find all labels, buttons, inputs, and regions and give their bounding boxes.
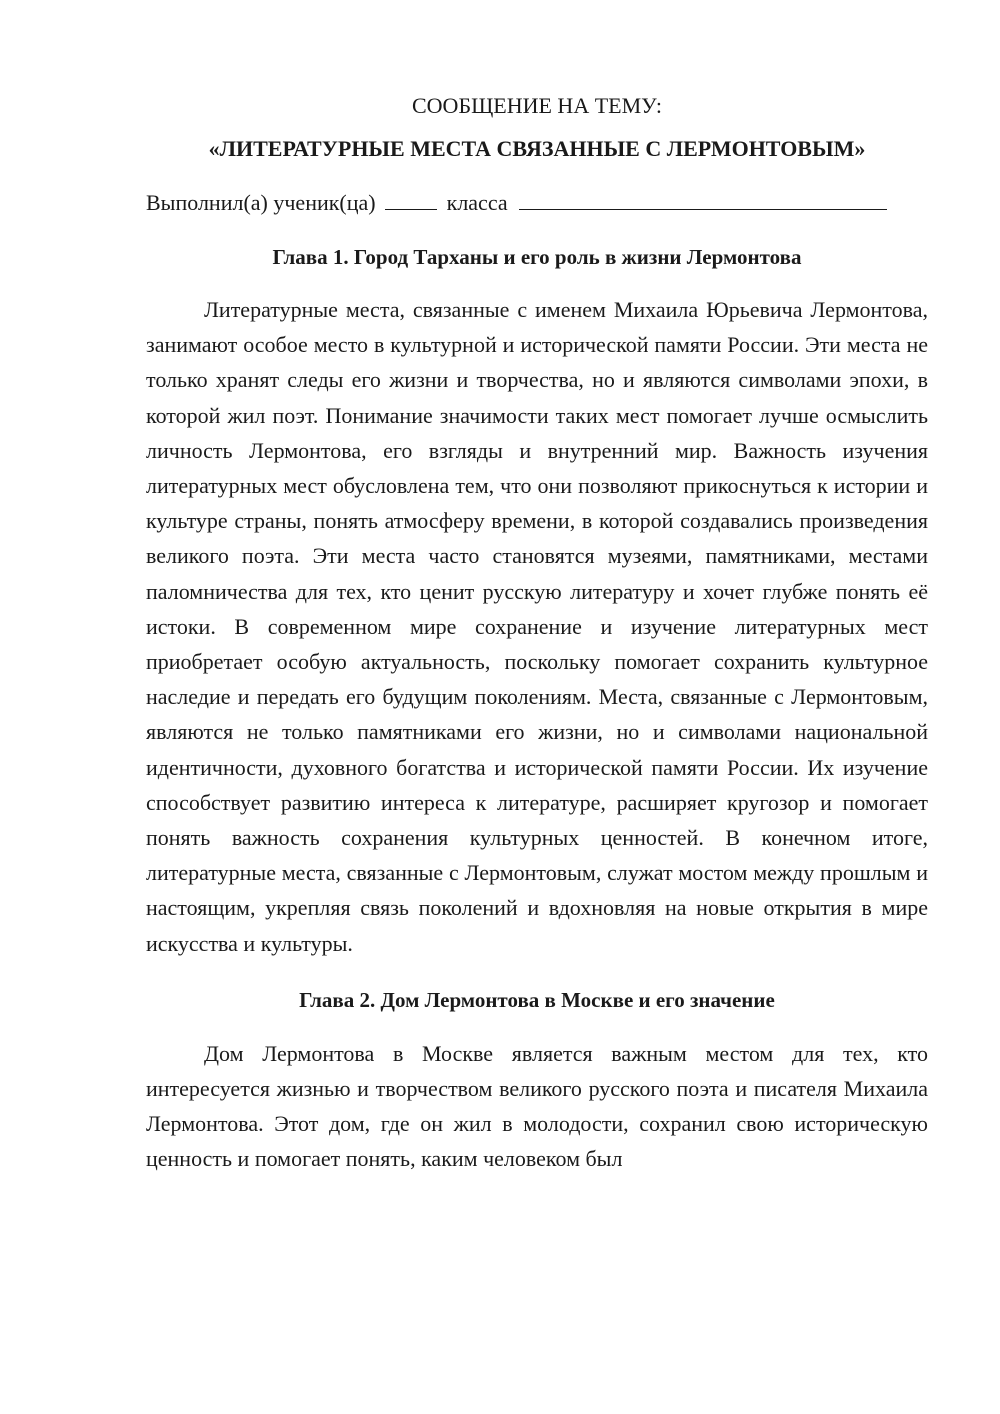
class-label: класса <box>446 190 508 215</box>
chapter-1-heading: Глава 1. Город Тарханы и его роль в жизни Лермонтова <box>272 245 802 269</box>
class-blank <box>519 187 887 210</box>
document-title-line-1: СООБЩЕНИЕ НА ТЕМУ: <box>412 93 662 118</box>
document-page <box>146 90 928 1177</box>
document-title-line-2: «ЛИТЕРАТУРНЫЕ МЕСТА СВЯЗАННЫЕ С ЛЕРМОНТОВЫМ» <box>208 136 866 161</box>
author-line <box>146 187 928 219</box>
chapter-2-heading: Глава 2. Дом Лермонтова в Москве и его значение <box>299 987 775 1012</box>
chapter-2-paragraph: Дом Лермонтова в Москве является важным местом для тех, кто интересуется жизнью и творчеством великого русского поэта и писателя Михаила Лермонтова. Этот дом, где он жил в молодости, сохранил свою историческую ценность и помогает понять, каким человеком был <box>146 1040 928 1172</box>
author-label: Выполнил(а) ученик(ца) <box>146 190 376 215</box>
chapter-1-paragraph: Литературные места, связанные с именем Михаила Юрьевича Лермонтова, занимают особое место в культурной и исторической памяти России. Эти места не только хранят следы его жизни и творчества, но и являются символами эпохи, в которой жил поэт. Понимание значимости таких мест помогает лучше осмыслить личность Лермонтова, его взгляды и внутренний мир. Важность изучения литературных мест обусловлена тем, что они позволяют прикоснуться к истории и культуре страны, понять атмосферу времени, в которой создавались произведения великого поэта. Эти места часто становятся музеями, памятниками, местами паломничества для тех, кто ценит русскую литературу и хочет глубже понять её истоки. В современном мире сохранение и изучение литературных мест приобретает особую актуальность, поскольку помогает сохранить культурное наследие и передать его будущим поколениям. Места, связанные с Лермонтовым, являются не только памятниками его жизни, но и символами национальной идентичности, духовного богатства и исторической памяти России. Их изучение способствует развитию интереса к литературе, расширяет кругозор и помогает понять важность сохранения культурных ценностей. В конечном итоге, литературные места, связанные с Лермонтовым, служат мостом между прошлым и настоящим, укрепляя связь поколений и вдохновляя на новые открытия в мире искусства и культуры. <box>146 297 928 956</box>
grade-blank <box>385 187 437 210</box>
